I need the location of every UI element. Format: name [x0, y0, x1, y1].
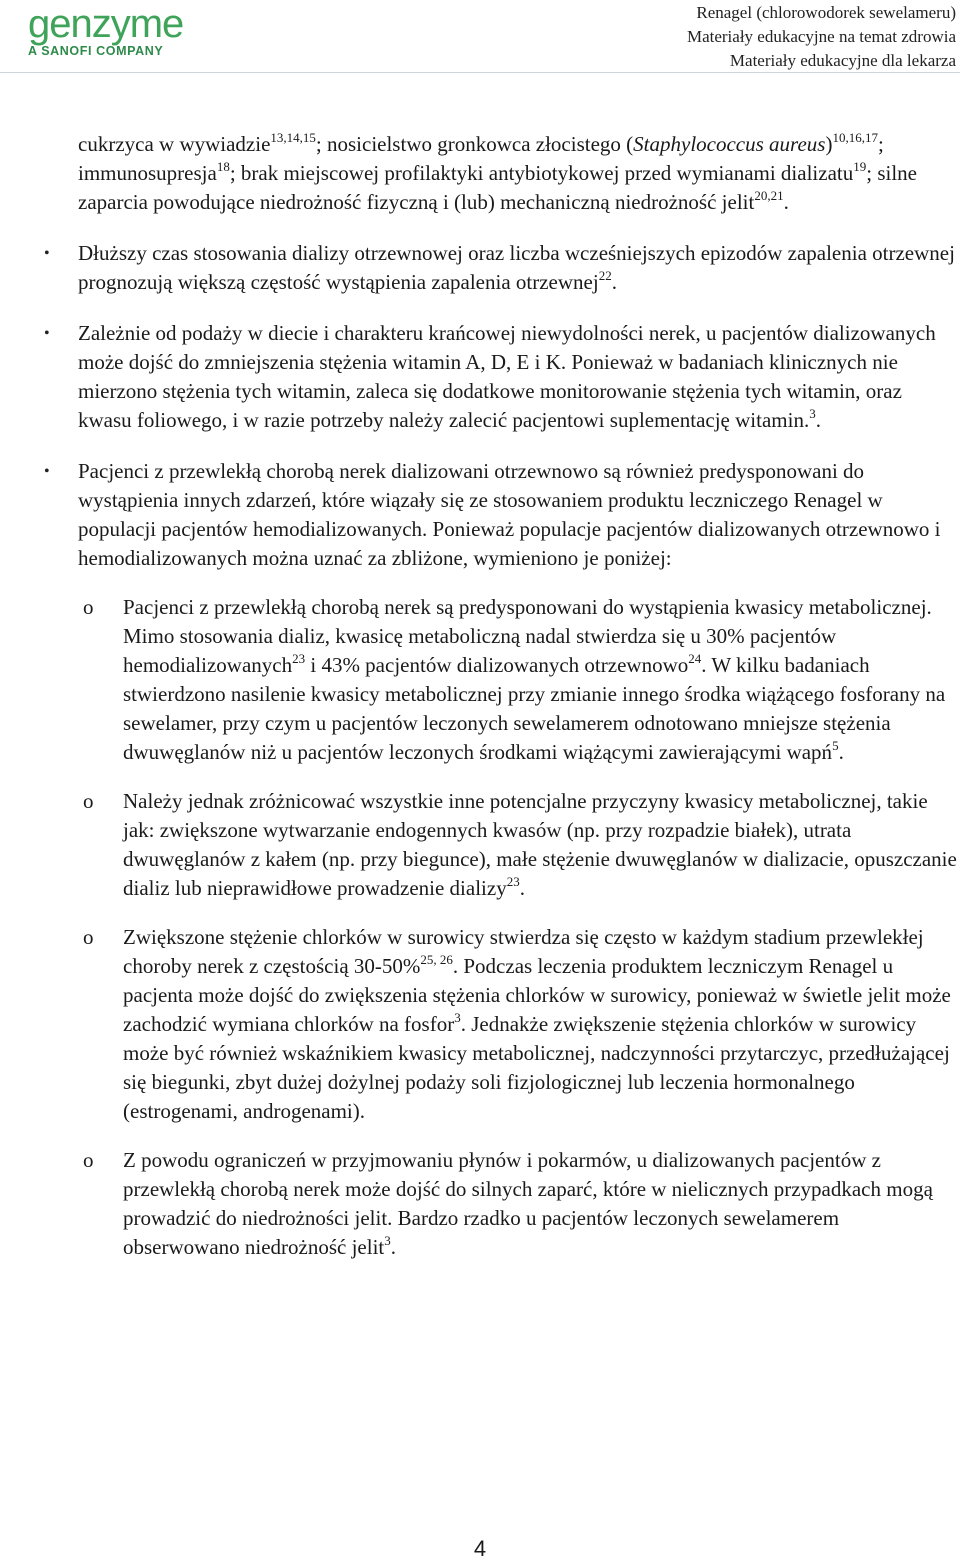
citation: 5: [832, 738, 839, 753]
citation: 3: [384, 1233, 391, 1248]
sub-bullet-marker: o: [83, 1148, 94, 1172]
citation: 3: [454, 1010, 461, 1025]
page-number: 4: [473, 1536, 487, 1561]
sub-bullet-marker: o: [83, 925, 94, 949]
citation: 24: [688, 651, 702, 666]
citation: 18: [216, 159, 230, 174]
header-info: [687, 1, 956, 73]
citation: 3: [809, 406, 816, 421]
bullet-dialysis-duration: [78, 239, 960, 297]
text-segment: ): [825, 132, 833, 156]
citation: 20,21: [754, 188, 784, 203]
bullet-text: Pacjenci z przewlekłą chorobą nerek dializowani otrzewnowo są również predysponowani do wystąpienia innych zdarzeń, które wiązały się ze stosowaniem produktu leczniczego Renagel w populacji pacjentów hemodializowanych. Ponieważ populacje pacjentów dializowanych otrzewnowo i hemodializowanych można uznać za zbliżone, wymieniono je poniżej:: [78, 459, 941, 570]
text-segment: Pacjenci z przewlekłą chorobą nerek są predysponowani do wystąpienia kwasicy metabolicznej. Mimo stosowania dializ, kwasicę metaboliczną nadal stwierdza się u 30% pacjentów hemodializowanych: [123, 595, 932, 677]
text-segment: .: [611, 270, 617, 294]
text-segment: . W kilku badaniach stwierdzono nasilenie kwasicy metabolicznej przy zmianie innego środka wiążącego fosforany na sewelamer, przy czym u pacjentów leczonych sewelamerem odnotowano mniejsze stężenia dwuwęglanów niż u pacjentów leczonych środkami wiążącymi zawierającymi wapń: [123, 653, 946, 764]
text-segment: .: [783, 190, 789, 214]
text-segment: ; brak miejscowej profilaktyki antybiotykowej przed wymianami dializatu: [229, 161, 854, 185]
sub-item-acidosis: [78, 593, 960, 767]
text-segment: . Jednakże zwiększenie stężenia chlorków w surowicy może być również wskaźnikiem kwasicy metabolicznej, nadczynności przytarczyc, przedłużającej się biegunki, zbyt dużej dożylnej podaży soli fizjologicznej lub leczenia hormonalnego (estrogenami, androgenami).: [123, 1012, 950, 1123]
citation: 10,16,17: [832, 130, 878, 145]
species-name: Staphylococcus aureus: [633, 132, 826, 156]
bullet-text: Zależnie od podaży w diecie i charakteru krańcowej niewydolności nerek, u pacjentów dializowanych może dojść do zmniejszenia stężenia witamin A, D, E i K. Ponieważ w badaniach klinicznych nie mierzono stężenia tych witamin, zaleca się dodatkowe monitorowanie stężenia tych witamin, oraz kwasu foliowego, i w razie potrzeby należy zalecić pacjentowi suplementację witamin.: [78, 321, 936, 432]
citation: 13,14,15: [270, 130, 316, 145]
citation: 25, 26: [420, 952, 453, 967]
page-header: [0, 0, 960, 73]
text-segment: Należy jednak zróżnicować wszystkie inne potencjalne przyczyny kwasicy metabolicznej, takie jak: zwiększone wytwarzanie endogennych kwasów (np. przy rozpadzie białek), utrata dwuwęglanów z kałem (np. przy biegunce), małe stężenie dwuwęglanów w dializacie, opuszczanie dializ lub nieprawidłowe prowadzenie dializy: [123, 789, 957, 900]
bullet-other-events: [78, 457, 960, 573]
text-segment: i 43% pacjentów dializowanych otrzewnowo: [305, 653, 689, 677]
sub-item-constipation: [78, 1146, 960, 1262]
text-segment: ; silne zaparcia powodujące niedrożność fizyczną i (lub) mechaniczną niedrożność jelit: [78, 161, 917, 214]
citation: 23: [292, 651, 306, 666]
sub-item-chlorides: [78, 923, 960, 1126]
header-audience: Materiały edukacyjne dla lekarza: [729, 51, 956, 70]
sub-bullet-marker: o: [83, 789, 94, 813]
citation: 23: [506, 874, 520, 889]
text-segment: .: [390, 1235, 397, 1259]
text-segment: .: [519, 876, 525, 900]
sub-item-differentiation: [78, 787, 960, 903]
header-product-name: Renagel (chlorowodorek sewelameru): [696, 3, 956, 22]
text-segment: ; nosicielstwo gronkowca złocistego (: [315, 132, 634, 156]
bullet-text: Dłuższy czas stosowania dializy otrzewnowej oraz liczba wcześniejszych epizodów zapalenia otrzewnej prognozują większą częstość wystąpienia zapalenia otrzewnej: [78, 241, 955, 294]
header-material-type: Materiały edukacyjne na temat zdrowia: [686, 27, 956, 46]
text-segment: ; immunosupresja: [78, 132, 884, 185]
citation: 22: [598, 268, 612, 283]
citation: 19: [853, 159, 867, 174]
bullet-vitamins: [78, 319, 960, 435]
text-segment: cukrzyca w wywiadzie: [78, 132, 271, 156]
text-segment: .: [838, 740, 844, 764]
document-body: [78, 130, 960, 1262]
text-segment: Z powodu ograniczeń w przyjmowaniu płynów i pokarmów, u dializowanych pacjentów z przewlekłą chorobą nerek może dojść do silnych zaparć, które w nielicznych przypadkach mogą prowadzić do niedrożności jelit. Bardzo rzadko u pacjentów leczonych sewelamerem obserwowano niedrożność jelit: [123, 1148, 933, 1259]
sub-bullet-marker: o: [83, 595, 94, 619]
text-segment: . Podczas leczenia produktem leczniczym Renagel u pacjenta może dojść do zwiększenia stężenia chlorków w surowicy, ponieważ w świetle jelit może zachodzić wymiana chlorków na fosfor: [123, 954, 951, 1036]
text-segment: Zwiększone stężenie chlorków w surowicy stwierdza się często w każdym stadium przewlekłej choroby nerek z częstością 30-50%: [123, 925, 924, 978]
logo-subtitle: A SANOFI COMPANY: [28, 44, 164, 58]
logo-wordmark: genzyme: [28, 2, 184, 46]
risk-factors-continued: [78, 130, 960, 217]
genzyme-logo: [28, 4, 183, 58]
text-segment: .: [815, 408, 821, 432]
